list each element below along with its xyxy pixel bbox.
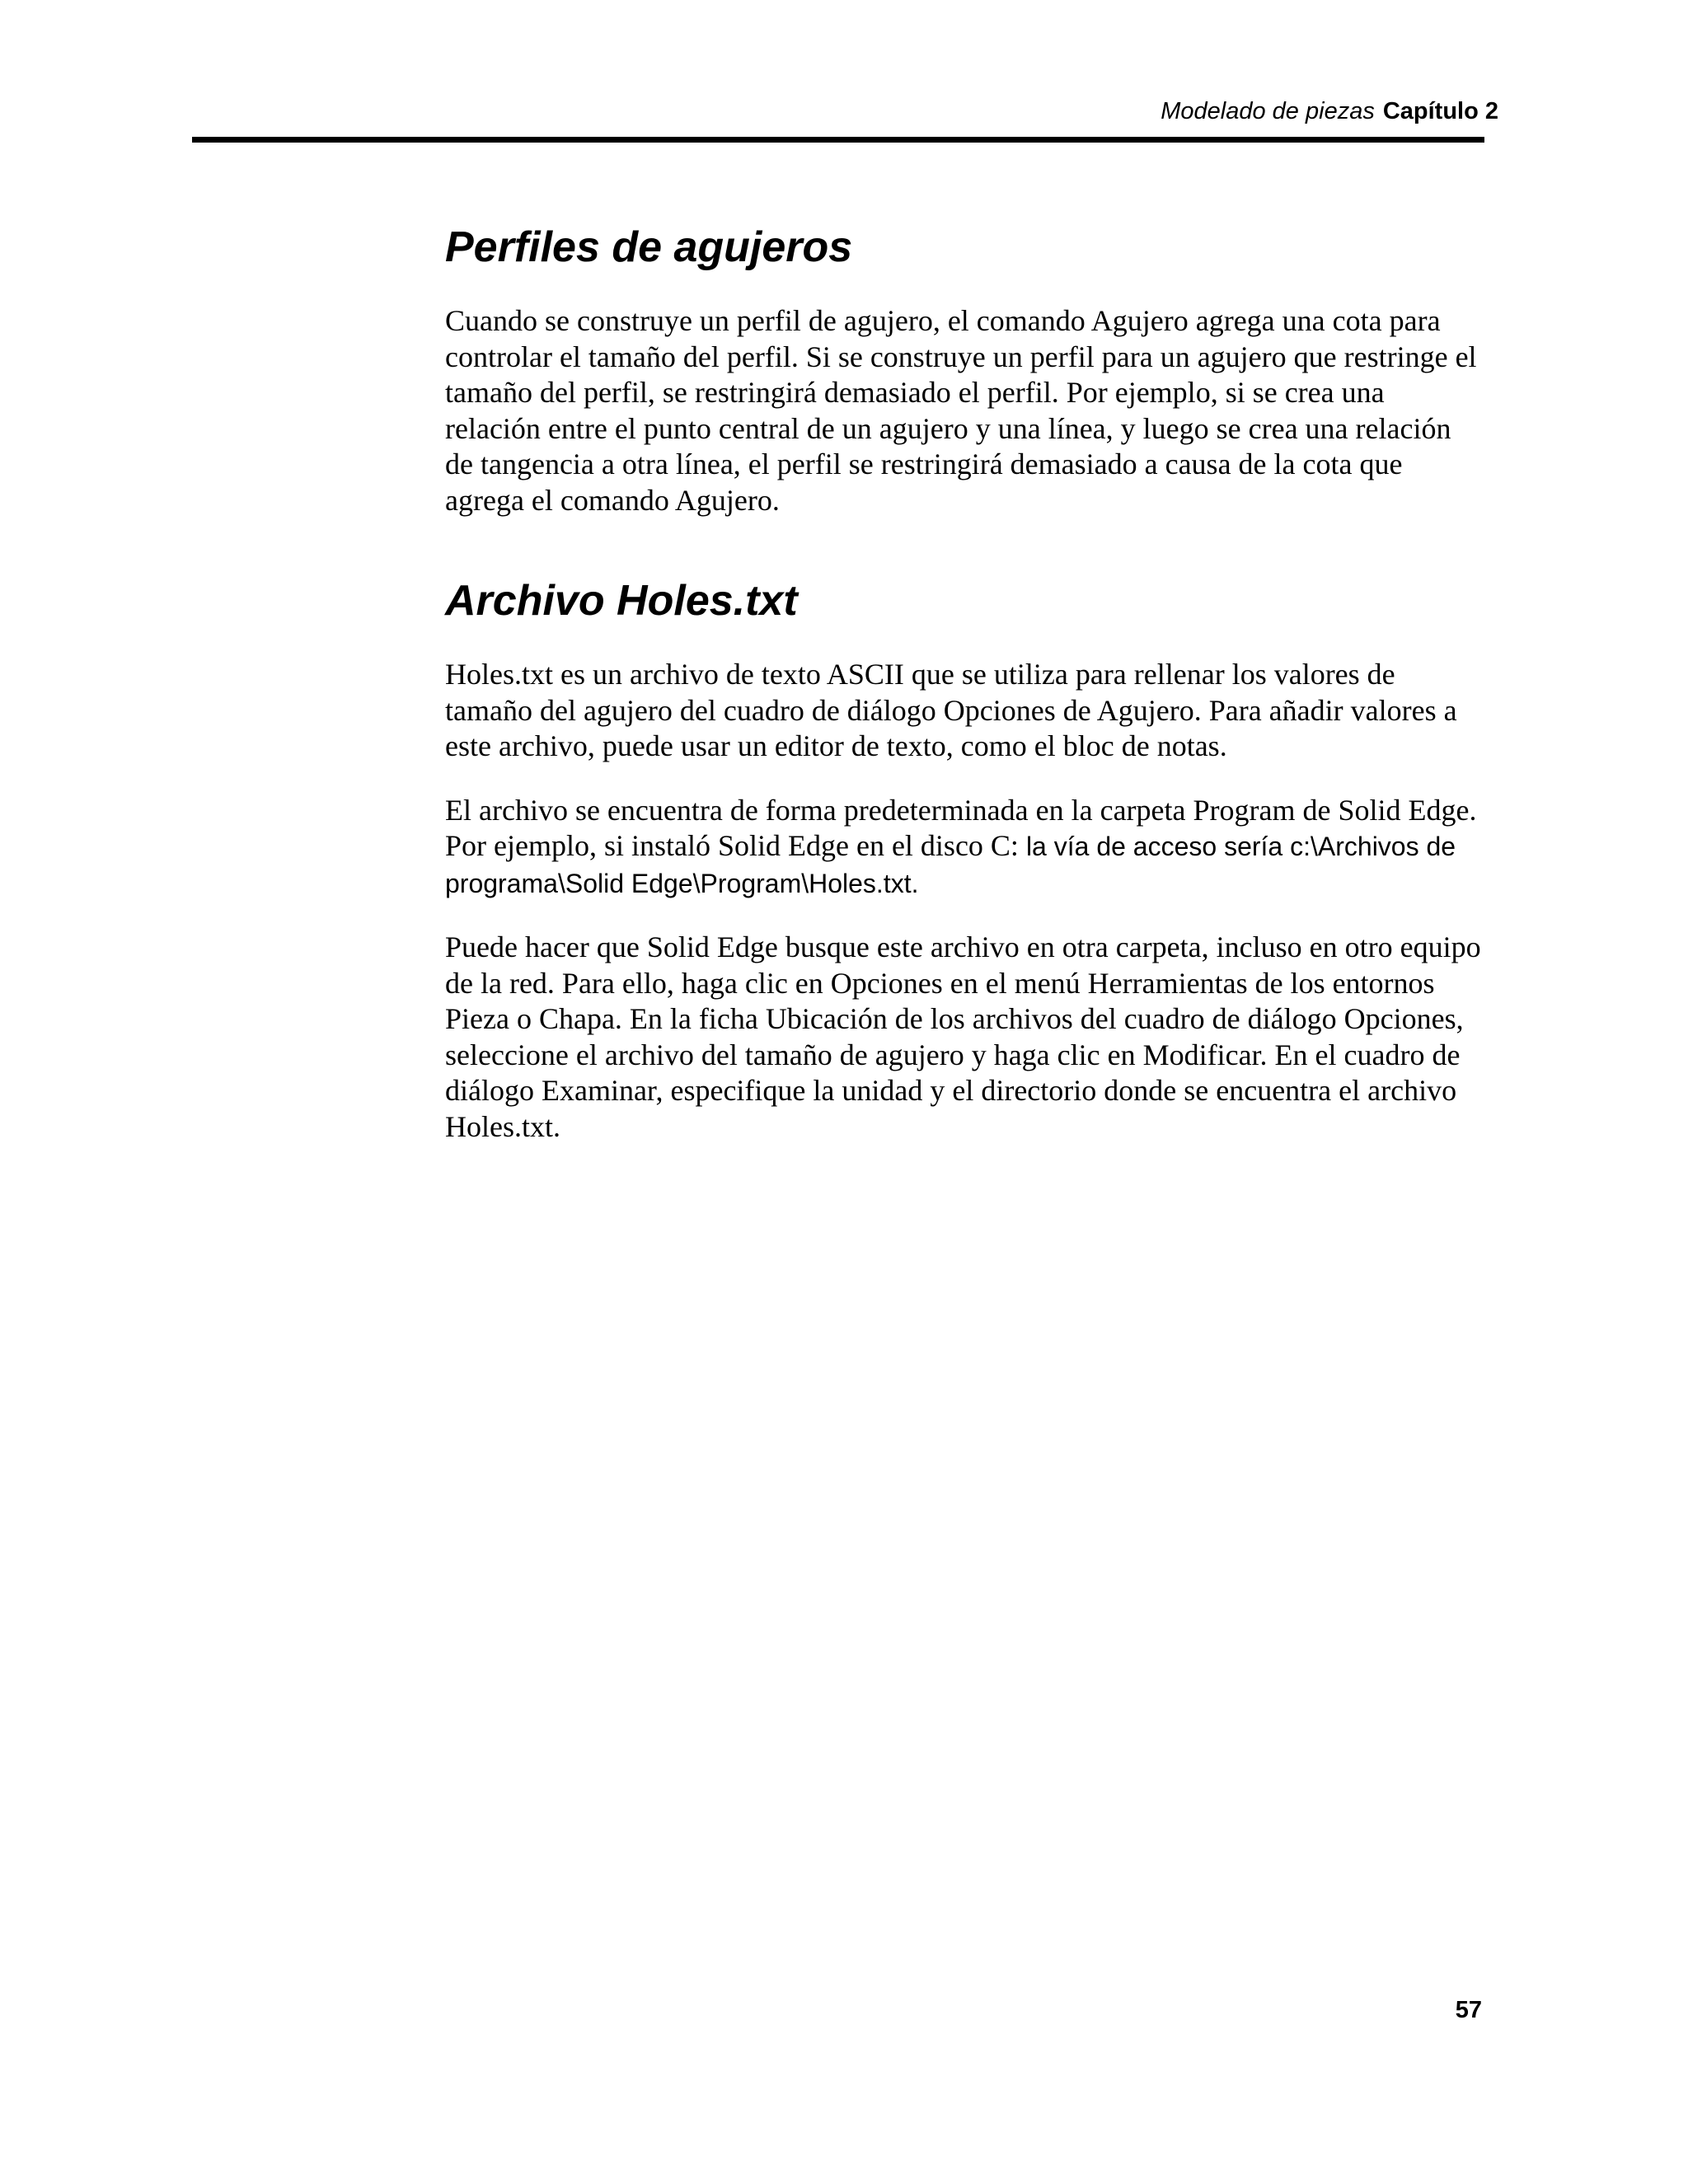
header-divider bbox=[192, 137, 1484, 143]
paragraph-holes-intro: Holes.txt es un archivo de texto ASCII que se utiliza para rellenar los valores de tamaño del agujero del cuadro de diálogo Opciones de Agujero. Para añadir valores a este archivo, puede usar un editor de texto, como el bloc de notas. bbox=[445, 658, 1457, 762]
header-section-title: Modelado de piezas bbox=[1160, 98, 1375, 124]
page-number: 57 bbox=[1455, 1997, 1482, 2023]
location-text: El archivo se encuentra de forma predeterminada en la carpeta Program de Solid Edge. Por ejemplo, si instaló Solid Edge en el disco C: bbox=[445, 793, 1477, 862]
heading-archivo-holes-txt: Archivo Holes.txt bbox=[445, 577, 798, 625]
paragraph-perfiles: Cuando se construye un perfil de agujero, el comando Agujero agrega una cota para controlar el tamaño del perfil. Si se construye un perfil para un agujero que restringe el tamaño del perfil, se restringirá demasiado el perfil. Por ejemplo, si se crea una relación entre el punto central de un agujero y una línea, y luego se crea una relación de tangencia a otra línea, el perfil se restringirá demasiado a causa de la cota que agrega el comando Agujero. bbox=[445, 304, 1477, 517]
paragraph-holes-other-folder: Puede hacer que Solid Edge busque este archivo en otra carpeta, incluso en otro equipo de la red. Para ello, haga clic en Opciones en el menú Herramientas de los entornos Pieza o Chapa. En la ficha Ubicación de los archivos del cuadro de diálogo Opciones, seleccione el archivo del tamaño de agujero y haga clic en Modificar. En el cuadro de diálogo Examinar, especifique la unidad y el directorio donde se encuentra el archivo Holes.txt. bbox=[445, 930, 1481, 1143]
paragraph-holes-location bbox=[445, 793, 1485, 902]
page-content bbox=[445, 223, 1485, 1173]
running-header bbox=[1160, 97, 1498, 125]
location-path-text: la vía de acceso sería c:\Archivos de programa\Solid Edge\Program\Holes.txt. bbox=[445, 832, 1456, 898]
heading-perfiles-de-agujeros: Perfiles de agujeros bbox=[445, 223, 853, 271]
header-chapter-label: Capítulo 2 bbox=[1382, 98, 1498, 124]
